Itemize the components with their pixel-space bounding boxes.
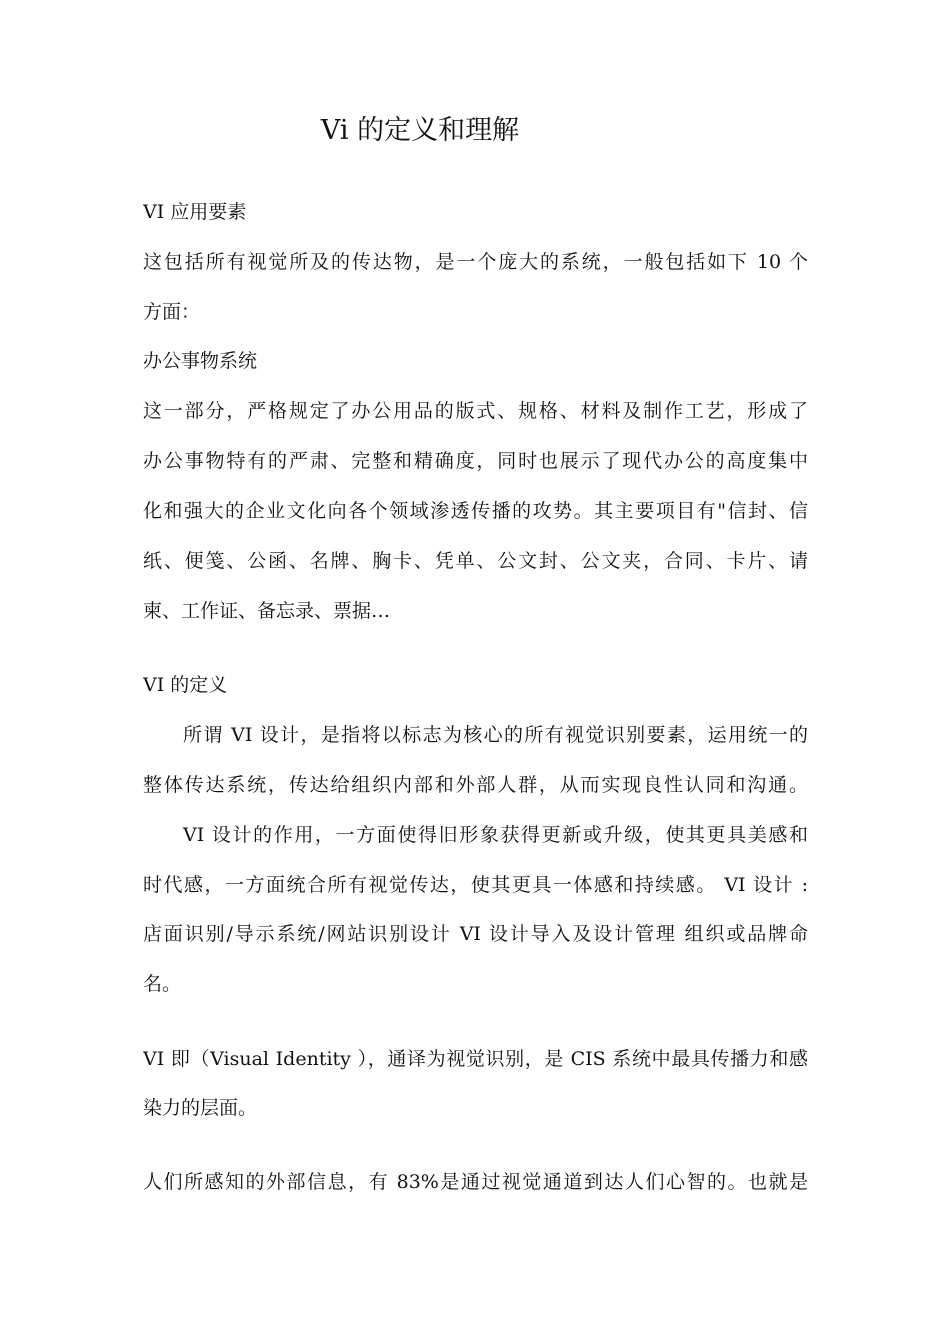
paragraph-line: 方面： — [143, 301, 201, 323]
paragraph-line: 纸、便笺、公函、名牌、胸卡、凭单、公文封、公文夹，合同、卡片、请 — [143, 550, 808, 572]
paragraph-line: 染力的层面。 — [143, 1097, 258, 1119]
paragraph-line: 这一部分，严格规定了办公用品的版式、规格、材料及制作工艺，形成了 — [143, 400, 808, 422]
section-heading-vi-elements: VI 应用要素 — [143, 201, 247, 223]
paragraph-line: 名。 — [143, 973, 182, 995]
paragraph-line: VI 设计的作用，一方面使得旧形象获得更新或升级，使其更具美感和 — [183, 824, 808, 846]
paragraph-line: 办公事物特有的严肃、完整和精确度，同时也展示了现代办公的高度集中 — [143, 450, 808, 472]
paragraph-line: 这包括所有视觉所及的传达物，是一个庞大的系统，一般包括如下 10 个 — [143, 251, 808, 273]
paragraph-line: 所谓 VI 设计，是指将以标志为核心的所有视觉识别要素，运用统一的 — [183, 724, 808, 746]
document-title: Vi 的定义和理解 — [320, 115, 520, 146]
paragraph-line: 店面识别/导示系统/网站识别设计 VI 设计导入及设计管理 组织或品牌命 — [143, 923, 808, 945]
subheading-office-system: 办公事物系统 — [143, 350, 258, 372]
paragraph-line: 柬、工作证、备忘录、票据… — [143, 600, 391, 622]
section-heading-vi-definition: VI 的定义 — [143, 674, 228, 696]
paragraph-line: 时代感，一方面统合所有视觉传达，使其更具一体感和持续感。 VI 设计 : — [143, 874, 808, 896]
paragraph-line: VI 即（Visual Identity ），通译为视觉识别，是 CIS 系统中最具传播力和感 — [143, 1048, 808, 1070]
paragraph-line: 人们所感知的外部信息，有 83%是通过视觉通道到达人们心智的。也就是 — [143, 1171, 808, 1193]
paragraph-line: 化和强大的企业文化向各个领域渗透传播的攻势。其主要项目有"信封、信 — [143, 500, 808, 522]
paragraph-line: 整体传达系统，传达给组织内部和外部人群，从而实现良性认同和沟通。 — [143, 774, 808, 796]
